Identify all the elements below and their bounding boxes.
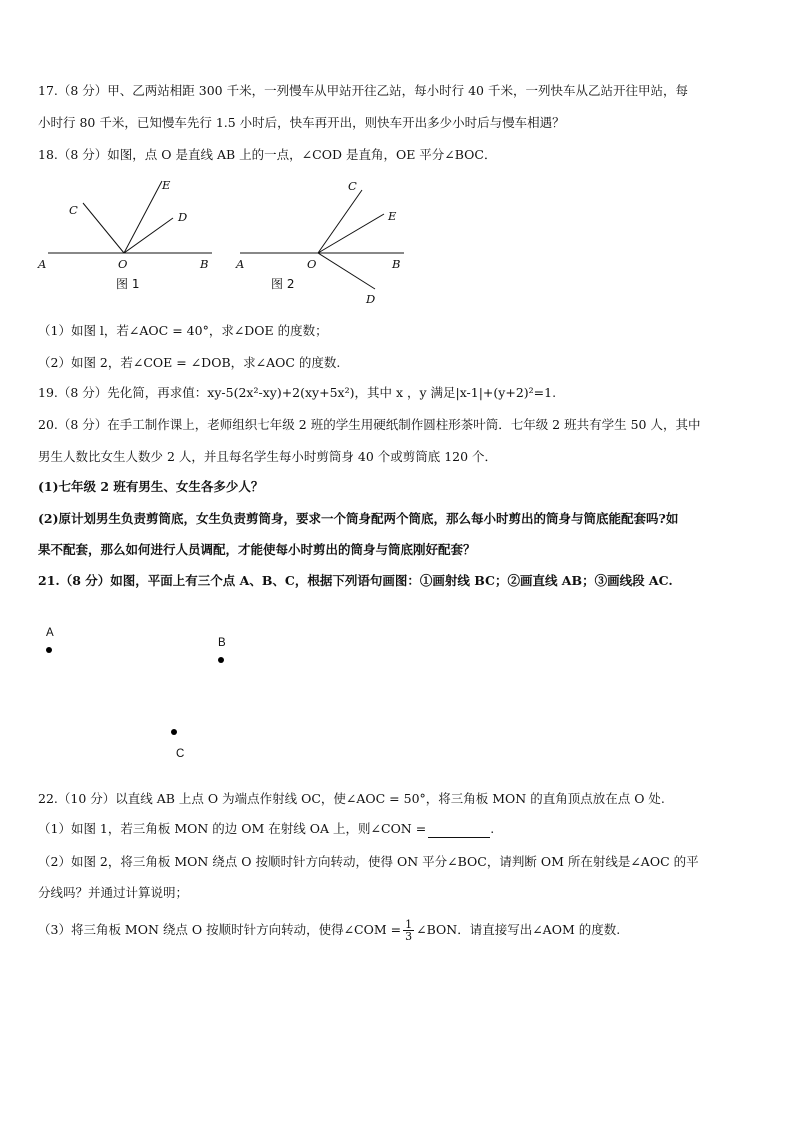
fig2-label-o: O	[307, 257, 317, 271]
q19-line-1: 19.（8 分）先化简，再求值：xy-5(2x²-xy)+2(xy+5x²)，其中 x ，y 满足|x-1|+(y+2)²=1.	[38, 385, 557, 400]
q22-answer-blank[interactable]	[428, 823, 490, 838]
q21-label-c: C	[176, 748, 185, 760]
q20-part-2-line-1: (2)原计划男生负责剪筒底，女生负责剪筒身，要求一个筒身配两个筒底，那么每小时剪出的筒身与筒底能配套吗?如	[38, 511, 679, 526]
fig2-label-c: C	[348, 179, 357, 193]
fig2-label-e: E	[388, 209, 397, 223]
q20-part-2-line-2: 果不配套，那么如何进行人员调配，才能使每小时剪出的筒身与筒底刚好配套？	[38, 542, 476, 557]
fraction-denominator: 3	[405, 930, 413, 943]
q17-line-1: 17.（8 分）甲、乙两站相距 300 千米，一列慢车从甲站开往乙站，每小时行 40 千米，一列快车从乙站开往甲站，每	[38, 83, 688, 98]
fig2-caption: 图 2	[271, 277, 295, 291]
q22-part-1-text: （1）如图 1，若三角板 MON 的边 OM 在射线 OA 上，则∠CON =	[38, 821, 427, 836]
q22-part-3-end: ∠BON．请直接写出∠AOM 的度数.	[416, 922, 621, 937]
q22-part-1	[38, 820, 494, 838]
fig2-label-a: A	[236, 257, 245, 271]
fig1-label-a: A	[38, 257, 47, 271]
fig1-label-e: E	[162, 178, 171, 192]
q22-part-1-end: .	[490, 821, 495, 836]
q18-part-2: （2）如图 2，若∠COE = ∠DOB，求∠AOC 的度数.	[38, 355, 341, 370]
q21-line-1: 21.（8 分）如图，平面上有三个点 A、B、C，根据下列语句画图：①画射线 BC；②画直线 AB；③画线段 AC.	[38, 573, 673, 588]
fig1-label-o: O	[118, 257, 128, 271]
fig1-label-c: C	[69, 203, 78, 217]
q20-part-1: (1)七年级 2 班有男生、女生各多少人？	[38, 479, 264, 494]
q22-part-2-line-2: 分线吗？并通过计算说明；	[38, 885, 189, 900]
fraction-numerator: 1	[405, 918, 413, 931]
q20-line-1: 20.（8 分）在手工制作课上，老师组织七年级 2 班的学生用硬纸制作圆柱形茶叶筒．七年级 2 班共有学生 50 人，其中	[38, 417, 701, 432]
fig2-label-d: D	[366, 292, 376, 306]
q22-part-3-text: （3）将三角板 MON 绕点 O 按顺时针方向转动，使得∠COM =	[38, 922, 402, 937]
q18-part-1: （1）如图 l，若∠AOC = 40°，求∠DOE 的度数；	[38, 323, 328, 338]
q22-part-3	[38, 917, 620, 943]
q21-point-a	[46, 647, 52, 653]
fig1-label-d: D	[178, 210, 188, 224]
one-third-fraction	[403, 919, 414, 942]
q21-label-a: A	[46, 627, 54, 639]
q22-line-1: 22.（10 分）以直线 AB 上点 O 为端点作射线 OC，使∠AOC = 50°，将三角板 MON 的直角顶点放在点 O 处.	[38, 791, 665, 806]
q21-point-b	[218, 657, 224, 663]
q21-point-c	[171, 729, 177, 735]
q22-part-2-line-1: （2）如图 2，将三角板 MON 绕点 O 按顺时针方向转动，使得 ON 平分∠BOC，请判断 OM 所在射线是∠AOC 的平	[38, 854, 699, 869]
q18-line-1: 18.（8 分）如图，点 O 是直线 AB 上的一点，∠COD 是直角，OE 平分∠BOC．	[38, 147, 497, 162]
q21-label-b: B	[218, 637, 226, 649]
fig1-label-b: B	[200, 257, 209, 271]
fig2-label-b: B	[392, 257, 401, 271]
q17-line-2: 小时行 80 千米，已知慢车先行 1.5 小时后，快车再开出，则快车开出多少小时后与慢车相遇？	[38, 115, 565, 130]
q20-line-2: 男生人数比女生人数少 2 人，并且每名学生每小时剪筒身 40 个或剪筒底 120 个．	[38, 449, 498, 464]
fig1-caption: 图 1	[116, 277, 140, 291]
